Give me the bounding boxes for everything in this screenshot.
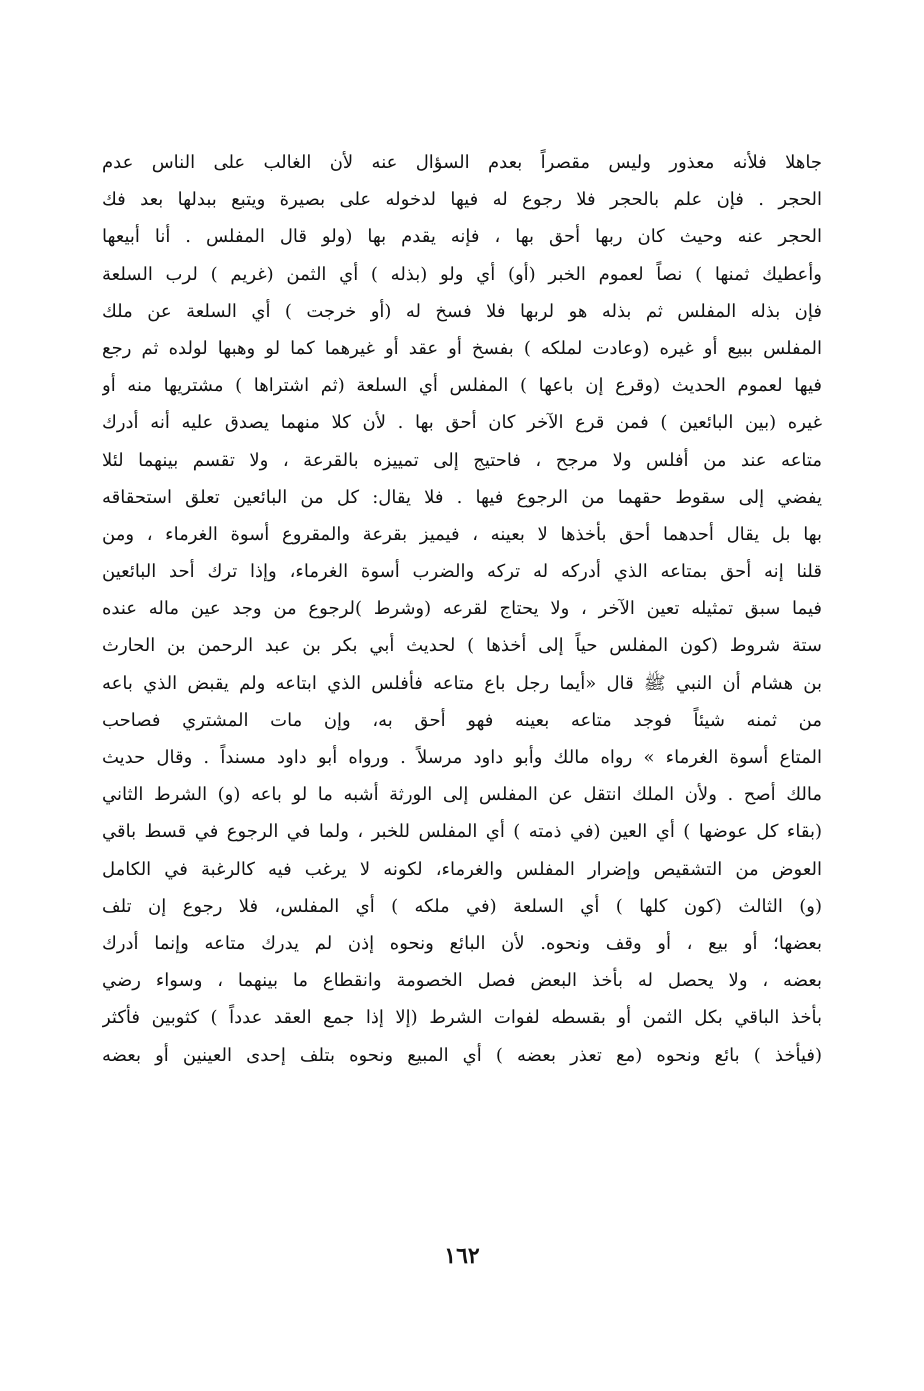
text-line: بها بل يقال أحدهما أحق بأخذها لا بعينه ، فيميز بقرعة والمقروع أسوة الغرماء ، ومن: [102, 523, 822, 545]
text-line: فيما سبق تمثيله تعين الآخر ، ولا يحتاج لقرعه (وشرط )لرجوع من وجد عين ماله عنده: [102, 598, 822, 620]
text-line: مالك أصح . ولأن الملك انتقل عن المفلس إلى الورثة أشبه ما لو باعه (و) الشرط الثاني: [102, 784, 822, 806]
text-line: المتاع أسوة الغرماء » رواه مالك وأبو داود مرسلاً . ورواه أبو داود مسنداً . وقال حديث: [102, 747, 822, 768]
text-line: جاهلا فلأنه معذور وليس مقصراً بعدم السؤال عنه لأن الغالب على الناس عدم: [102, 152, 822, 173]
text-line: (بقاء كل عوضها ) أي العين (في ذمته ) أي المفلس للخبر ، ولما في الرجوع في قسط باقي: [102, 821, 822, 843]
text-line: بعضه ، ولا يحصل له بأخذ البعض فصل الخصومة وانقطاع ما بينهما ، وسواء رضي: [102, 970, 822, 992]
text-line: قلنا إنه أحق بمتاعه الذي أدركه له تركه والضرب أسوة الغرماء، وإذا ترك أحد البائعين: [102, 561, 822, 583]
text-line: (فيأخذ ) بائع ونحوه (مع تعذر بعضه ) أي المبيع ونحوه بتلف إحدى العينين أو بعضه: [102, 1044, 822, 1066]
text-line: وأعطيك ثمنها ) نصاً لعموم الخبر (أو) أي ولو (بذله ) أي الثمن (غريم ) لرب السلعة: [102, 263, 822, 285]
text-line: (و) الثالث (كون كلها ) أي السلعة (في ملكه ) أي المفلس، فلا رجوع إن تلف: [102, 895, 822, 917]
text-line: فإن بذله المفلس ثم بذله هو لربها فلا فسخ له (أو خرجت ) أي السلعة عن ملك: [102, 300, 822, 322]
text-line: المفلس ببيع أو غيره (وعادت لملكه ) بفسخ أو عقد أو غيرهما كما لو وهبها لولده ثم رجع: [102, 337, 822, 359]
text-line: الحجر عنه وحيث كان ربها أحق بها ، فإنه يقدم بها (ولو قال المفلس . أنا أبيعها: [102, 226, 822, 248]
text-line: بعضها؛ أو بيع ، أو وقف ونحوه. لأن البائع ونحوه إذن لم يدرك متاعه وإنما أدرك: [102, 932, 822, 954]
text-line: العوض من التشقيص وإضرار المفلس والغرماء، لكونه لا يرغب فيه كالرغبة في الكامل: [102, 858, 822, 880]
text-line: من ثمنه شيئاً فوجد متاعه بعينه فهو أحق به، وإن مات المشتري فصاحب: [102, 709, 822, 731]
text-line: بأخذ الباقي بكل الثمن أو بقسطه لفوات الشرط (إلا إذا جمع العقد عدداً ) كثوبين فأكثر: [102, 1007, 822, 1029]
page-number: ١٦٢: [444, 1243, 480, 1269]
body-text: [102, 144, 822, 1074]
text-line: فيها لعموم الحديث (وقرع إن باعها ) المفلس أي السلعة (ثم اشتراها ) مشتريها منه أو: [102, 375, 822, 397]
text-line: بن هشام أن النبي ﷺ قال «أيما رجل باع متاعه فأفلس الذي ابتاعه ولم يقبض الذي باعه: [102, 672, 822, 694]
text-line: متاعه عند من أفلس ولا مرجح ، فاحتيج إلى تمييزه بالقرعة ، ولا تقسم بينهما لئلا: [102, 449, 822, 471]
text-line: يفضي إلى سقوط حقهما من الرجوع فيها . فلا يقال: كل من البائعين تعلق استحقاقه: [102, 486, 822, 508]
text-line: غيره (بين البائعين ) فمن قرع الآخر كان أحق بها . لأن كلا منهما يصدق عليه أنه أدرك: [102, 412, 822, 434]
text-line: الحجر . فإن علم بالحجر فلا رجوع له فيها لدخوله على بصيرة ويتبع ببدلها بعد فك: [102, 189, 822, 211]
text-line: ستة شروط (كون المفلس حياً إلى أخذها ) لحديث أبي بكر بن عبد الرحمن بن الحارث: [102, 635, 822, 657]
